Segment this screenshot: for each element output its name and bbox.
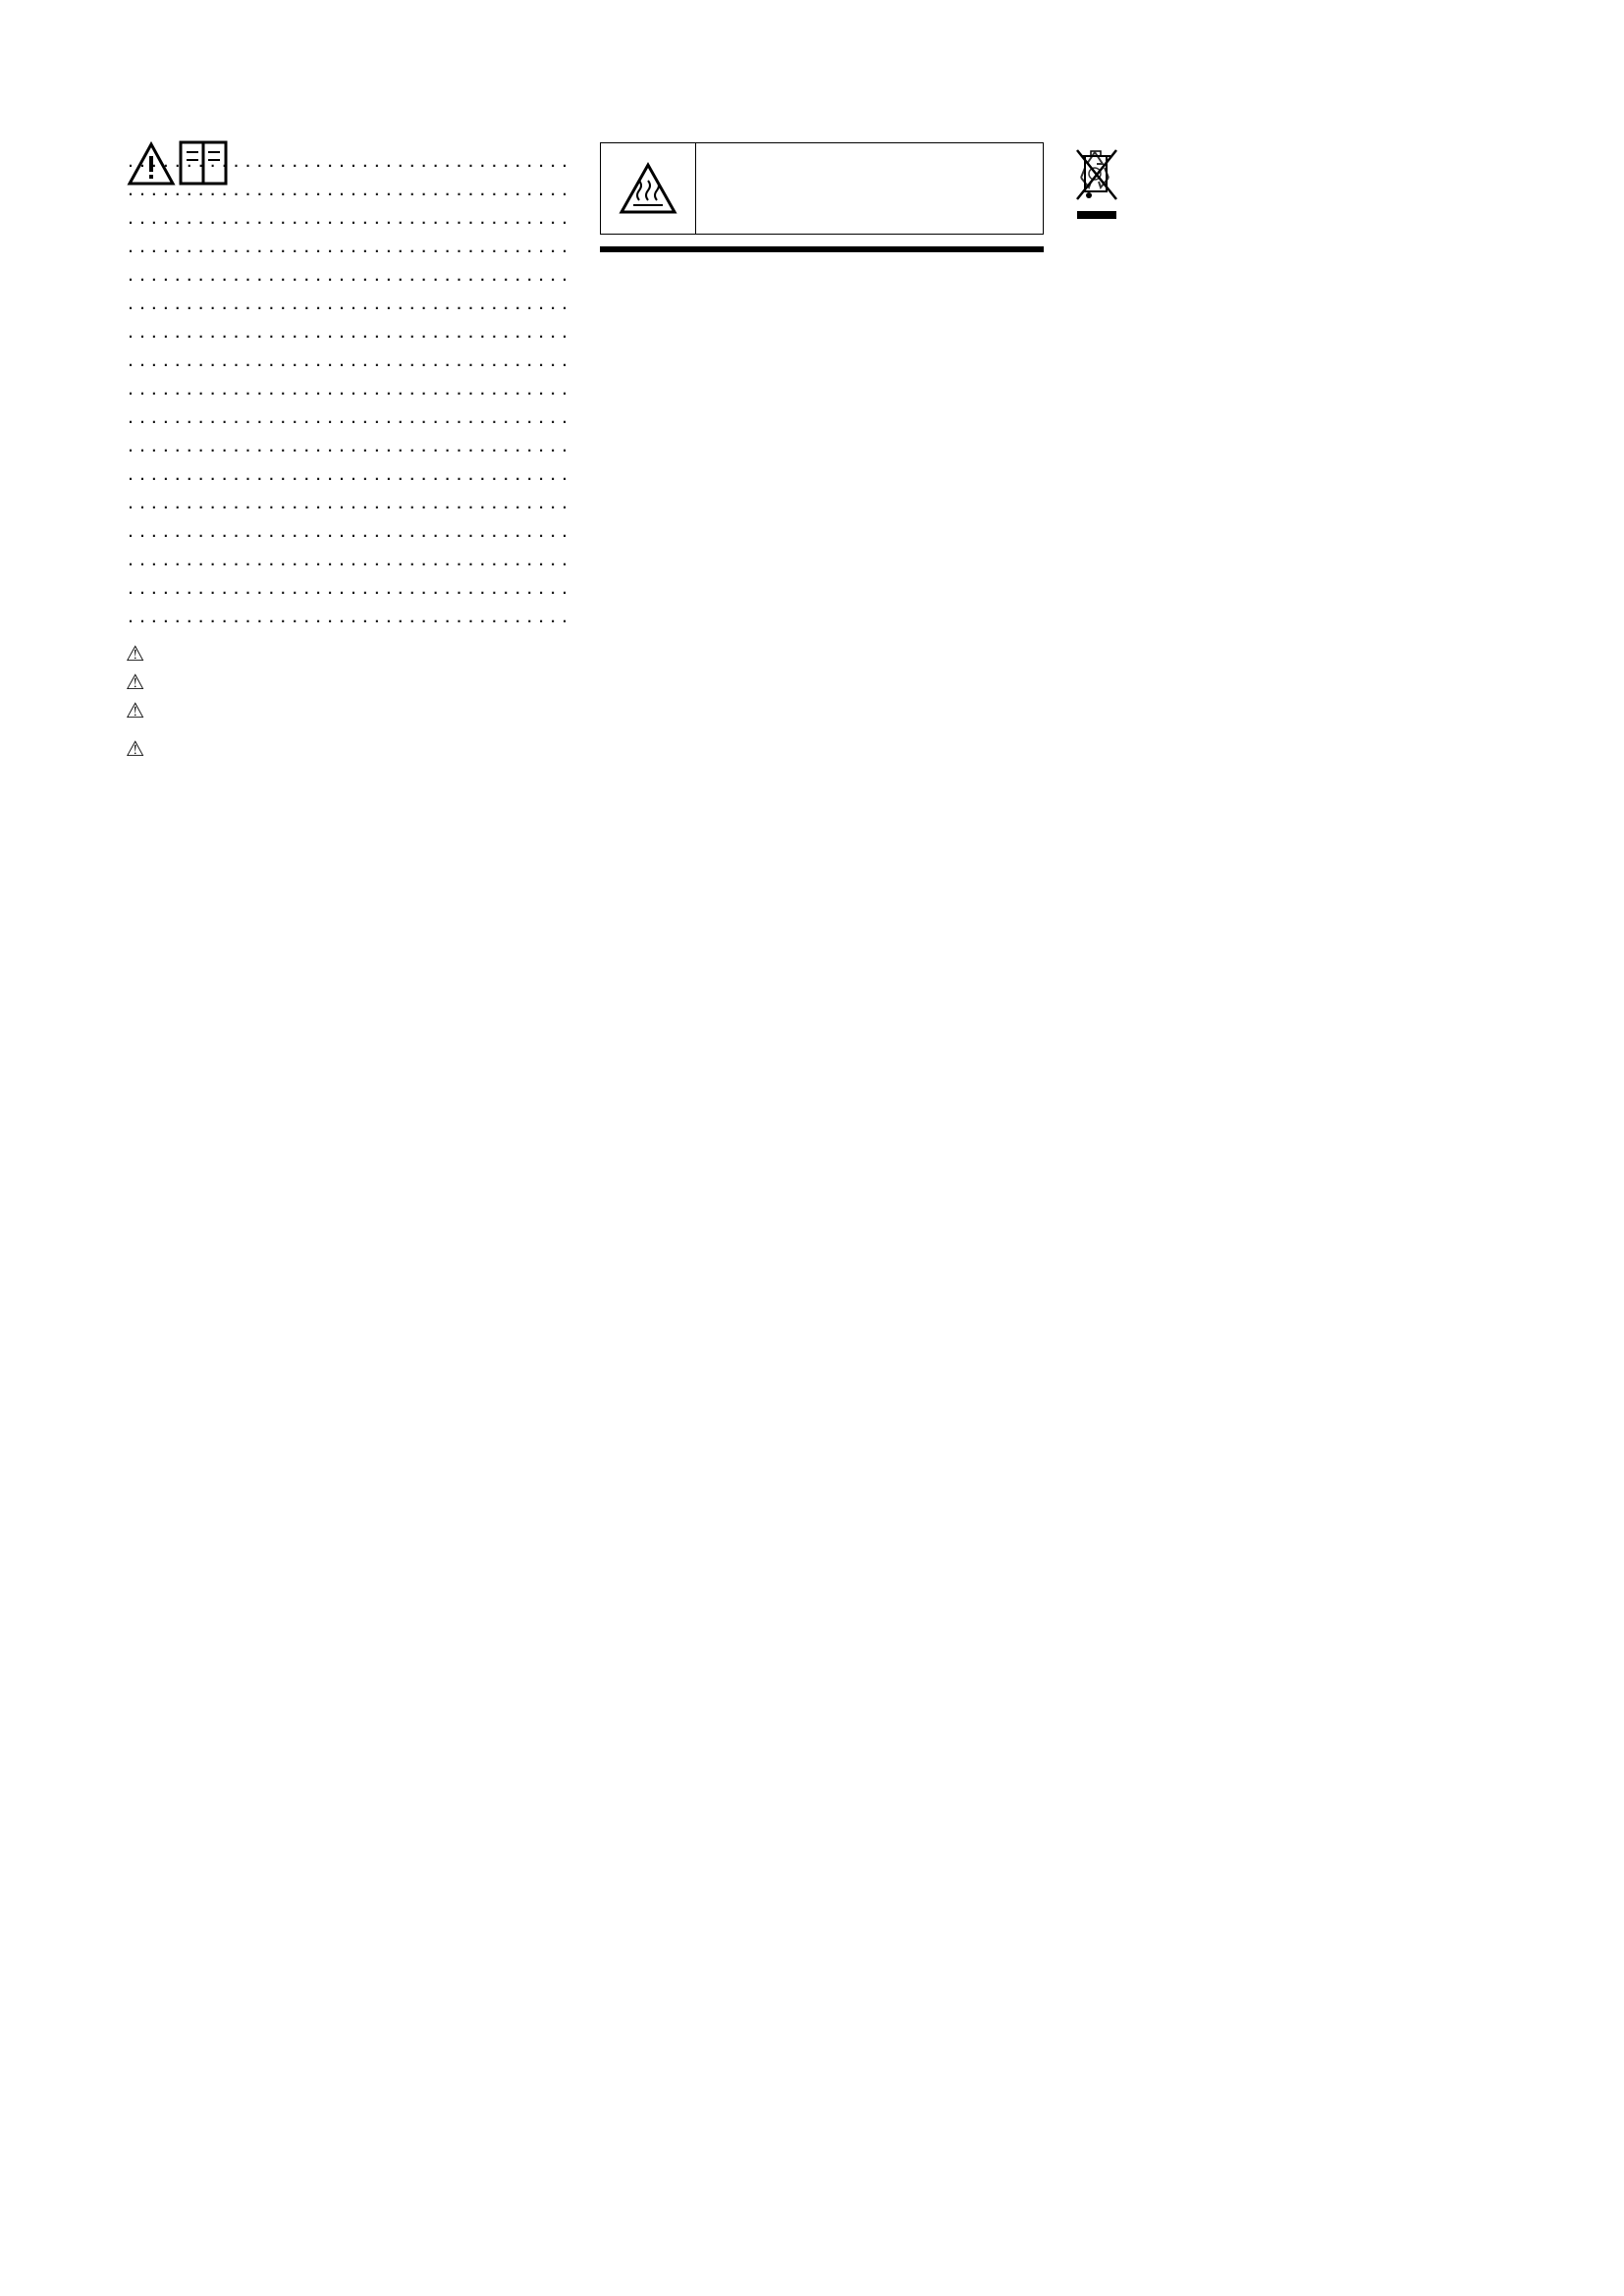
warning-triangle-icon: ⚠ <box>126 670 145 694</box>
symbol-text <box>696 143 708 234</box>
battery-fare <box>126 735 569 764</box>
use-heading <box>600 246 1044 252</box>
toc-item-leader <box>128 459 566 488</box>
toc-item-leader <box>128 374 566 402</box>
toc-item <box>126 289 569 317</box>
toc-item <box>126 232 569 260</box>
toc-item-leader <box>128 260 566 289</box>
toc-item <box>126 488 569 516</box>
toc-item <box>126 431 569 459</box>
toc-item-leader <box>128 232 566 260</box>
toc-item-leader <box>128 402 566 431</box>
crossed-bin-icon <box>1075 146 1118 233</box>
toc-item <box>126 374 569 402</box>
toc-item <box>126 516 569 545</box>
toc-item <box>126 402 569 431</box>
toc-item <box>126 346 569 374</box>
toc-item-leader <box>128 516 566 545</box>
column-left <box>126 134 569 764</box>
toc-item <box>126 317 569 346</box>
warning-triangle-icon: ⚠ <box>126 642 145 666</box>
toc-item-leader <box>128 602 566 630</box>
toc-item-leader <box>128 203 566 232</box>
hot-surface-icon <box>601 143 696 234</box>
hazard-levels <box>126 640 569 725</box>
column-middle <box>600 134 1044 262</box>
toc-item <box>126 459 569 488</box>
hazard-forsigtig <box>126 697 569 725</box>
toc-item <box>126 260 569 289</box>
toc-list <box>126 146 569 630</box>
toc-item-leader <box>128 431 566 459</box>
toc-item-leader <box>128 488 566 516</box>
warning-triangle-icon: ⚠ <box>126 699 145 722</box>
hazard-advarsel <box>126 668 569 697</box>
toc-item <box>126 602 569 630</box>
column-right <box>1075 134 1519 144</box>
symbol-table <box>600 142 1044 235</box>
toc-item <box>126 573 569 602</box>
toc-item-leader <box>128 317 566 346</box>
warning-triangle-icon <box>126 134 234 189</box>
warning-book-icons <box>126 134 234 197</box>
toc-item-leader <box>128 545 566 573</box>
toc-item-leader <box>128 346 566 374</box>
toc-item <box>126 203 569 232</box>
hazard-fare <box>126 640 569 668</box>
toc-item-leader <box>128 573 566 602</box>
toc-item <box>126 545 569 573</box>
warning-triangle-icon: ⚠ <box>126 737 145 761</box>
toc-item-leader <box>128 289 566 317</box>
